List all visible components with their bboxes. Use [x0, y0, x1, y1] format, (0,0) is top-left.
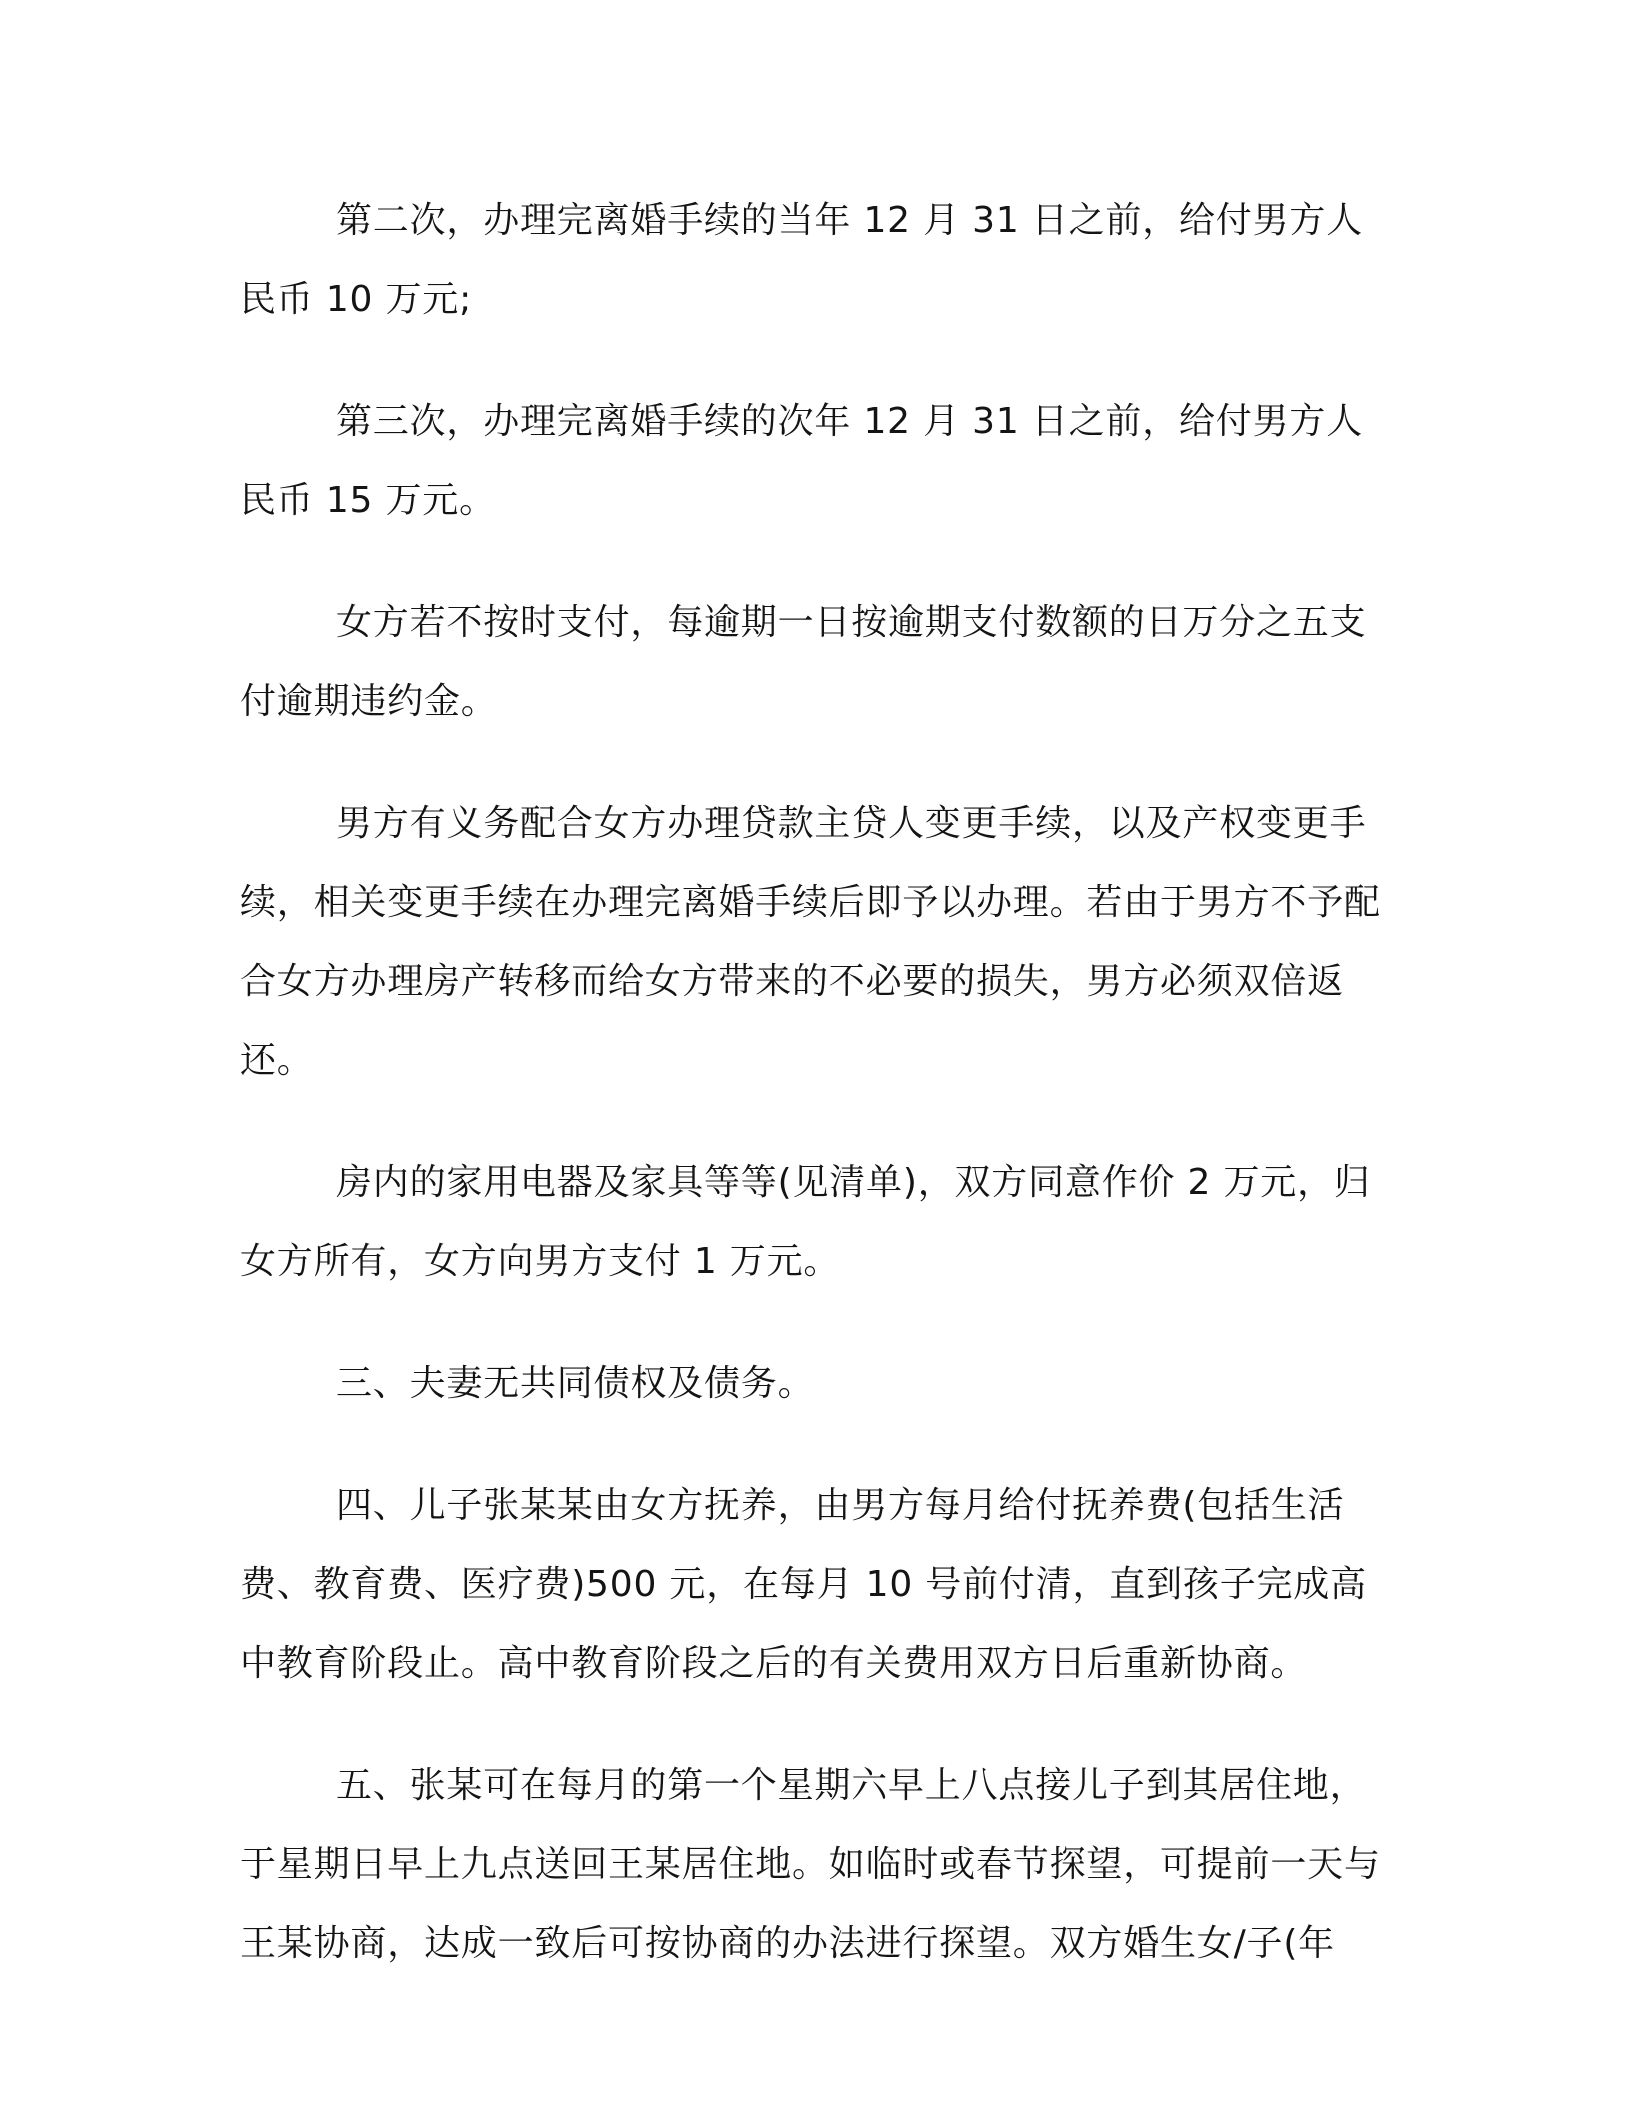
paragraph-loan-transfer: 男方有义务配合女方办理贷款主贷人变更手续，以及产权变更手续，相关变更手续在办理完离婚手续后即予以办理。若由于男方不予配合女方办理房产转移而给女方带来的不必要的损失，男方必须双倍返还。 [240, 803, 1381, 1081]
document-body [240, 181, 1385, 2026]
paragraph-late-penalty: 女方若不按时支付，每逾期一日按逾期支付数额的日万分之五支付逾期违约金。 [240, 602, 1367, 722]
paragraph-child-support: 四、儿子张某某由女方抚养，由男方每月给付抚养费(包括生活费、教育费、医疗费)500 元，在每月 10 号前付清，直到孩子完成高中教育阶段止。高中教育阶段之后的有关费用双方日后重新协商。 [240, 1485, 1367, 1684]
paragraph-second-payment: 第二次，办理完离婚手续的当年 12 月 31 日之前，给付男方人民币 10 万元; [240, 200, 1363, 320]
paragraph-debts: 三、夫妻无共同债权及债务。 [336, 1363, 815, 1404]
paragraph-appliances: 房内的家用电器及家具等等(见清单)，双方同意作价 2 万元，归女方所有，女方向男方支付 1 万元。 [240, 1162, 1371, 1282]
paragraph-third-payment: 第三次，办理完离婚手续的次年 12 月 31 日之前，给付男方人民币 15 万元。 [240, 401, 1363, 521]
paragraph-visitation: 五、张某可在每月的第一个星期六早上八点接儿子到其居住地，于星期日早上九点送回王某居住地。如临时或春节探望，可提前一天与王某协商，达成一致后可按协商的办法进行探望。双方婚生女/子(年 [240, 1765, 1381, 1964]
